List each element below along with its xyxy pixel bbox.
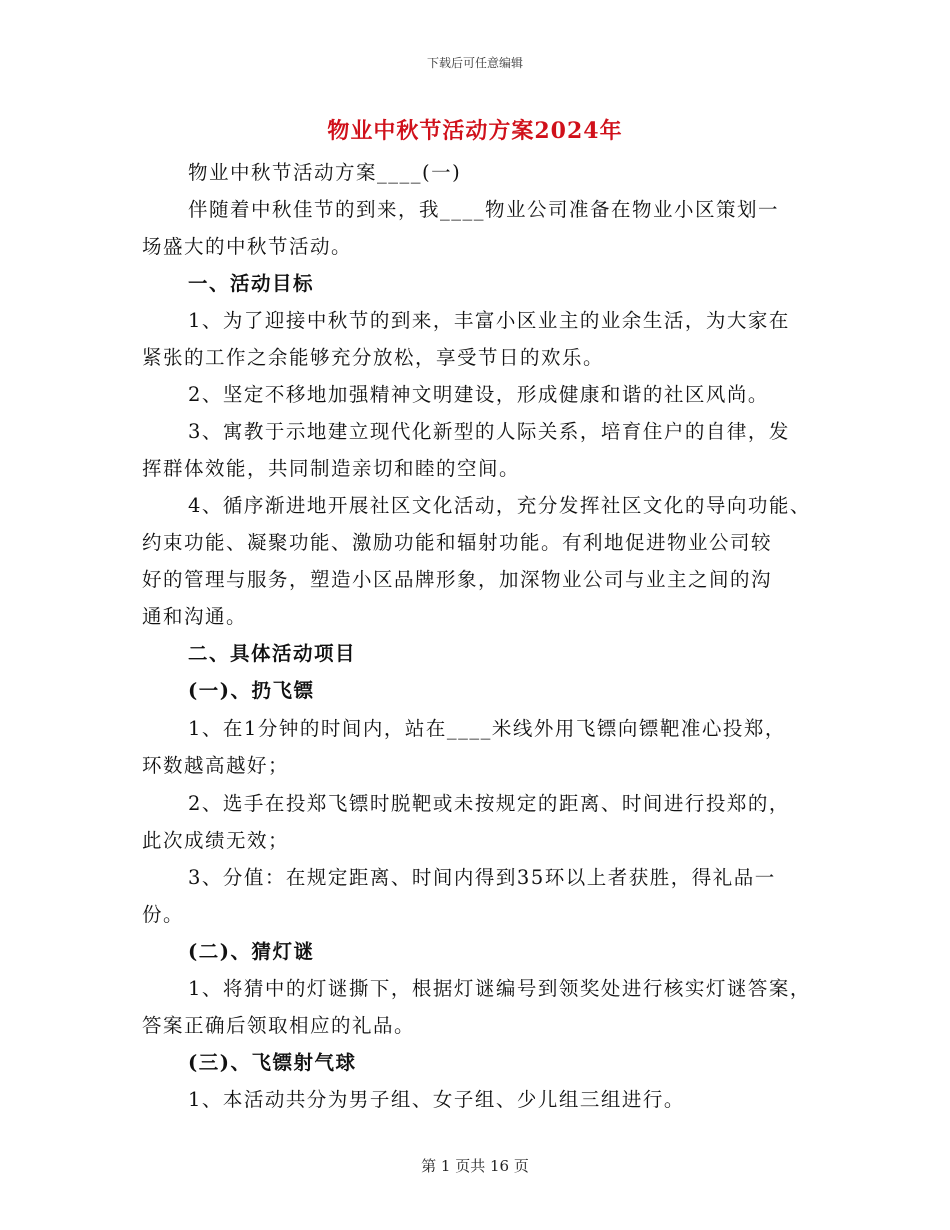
paragraph-line: 挥群体效能，共同制造亲切和睦的空间。 xyxy=(142,457,521,480)
paragraph-line: 2、选手在投郑飞镖时脱靶或未按规定的距离、时间进行投郑的， xyxy=(188,792,790,815)
paragraph-line: 1、本活动共分为男子组、女子组、少儿组三组进行。 xyxy=(188,1088,685,1111)
paragraph-line: 环数越高越好； xyxy=(142,754,290,777)
paragraph-line: 4、循序渐进地开展社区文化活动，充分发挥社区文化的导向功能、 xyxy=(188,494,811,517)
subtitle-line: 物业中秋节活动方案____(一) xyxy=(188,161,462,184)
paragraph-line: 伴随着中秋佳节的到来，我____物业公司准备在物业小区策划一 xyxy=(188,198,780,221)
section-heading: 一、活动目标 xyxy=(188,272,315,295)
paragraph-line: 3、寓教于示地建立现代化新型的人际关系，培育住户的自律，发 xyxy=(188,420,790,443)
paragraph-line: 好的管理与服务，塑造小区品牌形象，加深物业公司与业主之间的沟 xyxy=(142,568,773,591)
paragraph-line: 答案正确后领取相应的礼品。 xyxy=(142,1014,416,1037)
paragraph-line: 2、坚定不移地加强精神文明建设，形成健康和谐的社区风尚。 xyxy=(188,383,769,406)
paragraph-line: 紧张的工作之余能够充分放松，享受节日的欢乐。 xyxy=(142,346,605,369)
header-note: 下载后可任意编辑 xyxy=(426,56,523,70)
subsection-heading: (三)、飞镖射气球 xyxy=(188,1051,357,1074)
document-title: 物业中秋节活动方案2024年 xyxy=(327,118,623,144)
section-heading: 二、具体活动项目 xyxy=(188,642,357,665)
subsection-heading: (二)、猜灯谜 xyxy=(188,940,315,963)
paragraph-line: 份。 xyxy=(142,903,185,926)
paragraph-line: 约束功能、凝聚功能、激励功能和辐射功能。有利地促进物业公司较 xyxy=(142,531,773,554)
paragraph-line: 1、将猜中的灯谜撕下，根据灯谜编号到领奖处进行核实灯谜答案， xyxy=(188,977,811,1000)
page-footer: 第 1 页共 16 页 xyxy=(421,1157,529,1175)
paragraph-line: 通和沟通。 xyxy=(142,605,248,628)
paragraph-line: 1、在1分钟的时间内，站在____米线外用飞镖向镖靶准心投郑， xyxy=(188,717,786,740)
paragraph-line: 场盛大的中秋节活动。 xyxy=(142,235,353,258)
subsection-heading: (一)、扔飞镖 xyxy=(188,679,315,702)
paragraph-line: 1、为了迎接中秋节的到来，丰富小区业主的业余生活，为大家在 xyxy=(188,309,790,332)
paragraph-line: 3、分值：在规定距离、时间内得到35环以上者获胜，得礼品一 xyxy=(188,866,776,889)
paragraph-line: 此次成绩无效； xyxy=(142,829,290,852)
